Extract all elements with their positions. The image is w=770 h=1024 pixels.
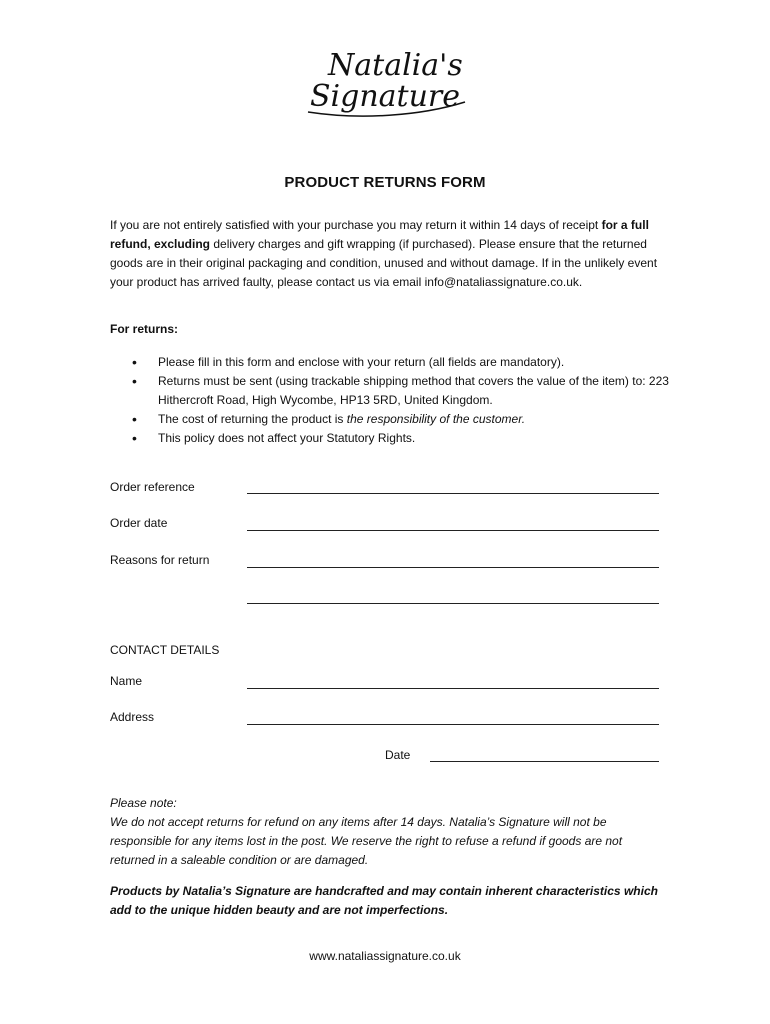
order-reference-label: Order reference (110, 480, 195, 494)
bullet-shipping-address: • Returns must be sent (using trackable shipping method that covers the value of the item) to: 223 Hithercroft Road, High Wycombe, HP13 5RD, United Kingdom. (110, 372, 670, 410)
bullet-return-cost (110, 410, 670, 429)
bullet-return-cost-text: The cost of returning the product is (158, 412, 347, 426)
order-reference-field[interactable] (247, 493, 659, 494)
bullet-statutory-rights: • This policy does not affect your Statutory Rights. (110, 429, 670, 448)
reasons-field-line-2[interactable] (247, 603, 659, 604)
note-block (110, 794, 670, 870)
handcrafted-disclaimer: Products by Natalia’s Signature are handcrafted and may contain inherent characteristics which add to the unique hidden beauty and are not imperfections. (110, 884, 658, 917)
date-field[interactable] (430, 761, 659, 762)
note-body: We do not accept returns for refund on any items after 14 days. Natalia’s Signature will not be responsible for any items lost in the post. We reserve the right to refuse a refund if goods are not returned in a saleable condition or are damaged. (110, 815, 623, 867)
logo-line-2: Signature (310, 79, 461, 114)
order-date-field[interactable] (247, 530, 659, 531)
brand-logo (300, 40, 470, 120)
intro-text-1: If you are not entirely satisfied with your purchase you may return it within 14 days of receipt (110, 218, 602, 232)
footer-website: www.nataliassignature.co.uk (309, 949, 461, 963)
address-field[interactable] (247, 724, 659, 725)
order-date-label: Order date (110, 516, 168, 530)
for-returns-heading: For returns: (110, 322, 179, 336)
date-label: Date (385, 748, 411, 762)
bullet-return-cost-italic: the responsibility of the customer. (346, 412, 526, 426)
intro-text-2: delivery charges and gift wrapping (if purchased). Please ensure that the returned goods are in their original packaging and condition, unused and without damage. If in the unlikely event your product has arrived faulty, please contact us via email info@nataliassignature.co.uk. (110, 237, 658, 289)
returns-bullet-list (110, 353, 670, 448)
address-label: Address (110, 710, 155, 724)
note-heading: Please note: (110, 796, 177, 810)
intro-paragraph (110, 216, 670, 292)
name-label: Name (110, 674, 143, 688)
intro-bold-text: for a full refund, excluding (110, 218, 649, 251)
contact-details-heading: CONTACT DETAILS (110, 643, 220, 657)
page-title: PRODUCT RETURNS FORM (284, 174, 486, 191)
name-field[interactable] (247, 688, 659, 689)
reasons-field-line-1[interactable] (247, 567, 659, 568)
bullet-fill-form: • Please fill in this form and enclose with your return (all fields are mandatory). (110, 353, 670, 372)
reasons-label: Reasons for return (110, 553, 210, 567)
logo-line-1: Natalia's (328, 48, 463, 83)
